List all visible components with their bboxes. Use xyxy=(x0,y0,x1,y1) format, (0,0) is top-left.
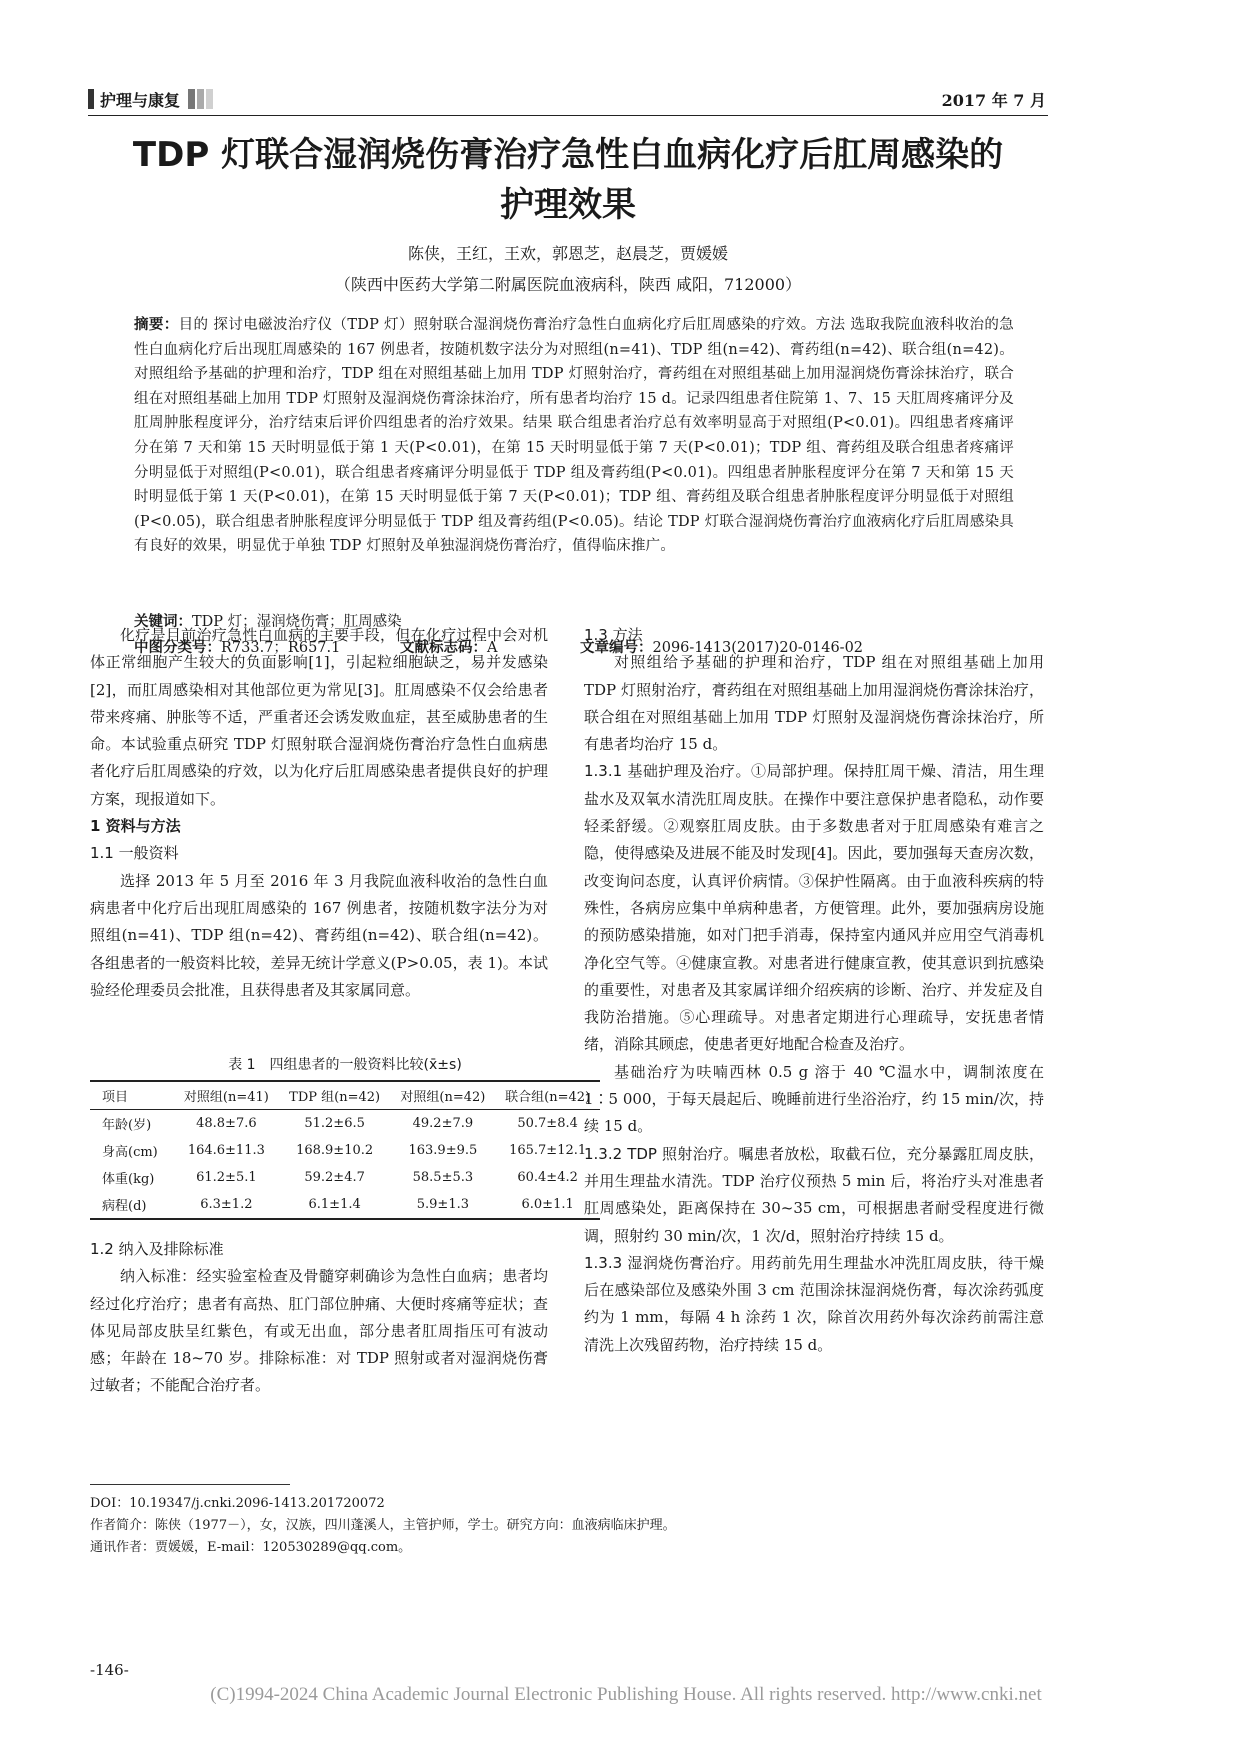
article-title xyxy=(88,130,1048,230)
keywords-text: TDP 灯；湿润烧伤膏；肛周感染 xyxy=(192,614,402,630)
table1-header: 对照组(n=42) xyxy=(400,1090,486,1105)
section-decoration xyxy=(186,89,213,109)
clc-label: 中图分类号： xyxy=(134,640,221,656)
section-name: 护理与康复 xyxy=(100,90,181,110)
table-row xyxy=(90,1164,600,1191)
table-cell: 165.7±12.1 xyxy=(509,1143,587,1158)
paragraph-1-3-2: 嘱患者放松，取截石位，充分暴露肛周皮肤，并用生理盐水清洗。TDP 治疗仪预热 5 min 后，将治疗头对准患者肛周感染处，距离保持在 30~35 cm，可根据患者耐受程度进行微调，照射约 30 min/次，1 次/d，照射治疗持续 15 d。 xyxy=(584,1144,1044,1245)
article-value: 2096-1413(2017)20-0146-02 xyxy=(652,640,864,656)
table-cell: 61.2±5.1 xyxy=(196,1170,257,1185)
table-cell: 6.1±1.4 xyxy=(308,1197,361,1212)
heading-1-2: 1.2 纳入及排除标准 xyxy=(90,1240,224,1258)
header-rule xyxy=(88,115,1048,116)
paragraph-1-3-1: ①局部护理。保持肛周干燥、清洁，用生理盐水及双氧水清洗肛周皮肤。在操作中要注意保护患者隐私，动作要轻柔舒缓。②观察肛周皮肤。由于多数患者对于肛周感染有难言之隐，使得感染及进展不能及时发现[4]。因此，要加强每天查房次数，改变询问态度，认真评价病情。③保护性隔离。由于血液科疾病的特殊性，各病房应集中单病种患者，方便管理。此外，要加强病房设施的预防感染措施，如对门把手消毒，保持室内通风并应用空气消毒机净化空气等。④健康宣教。对患者进行健康宣教，使其意识到抗感染的重要性，对患者及其家属详细介绍疾病的诊断、治疗、并发症及自我防治措施。⑤心理疏导。对患者定期进行心理疏导，安抚患者情绪，消除其顾虑，使患者更好地配合检查及治疗。 xyxy=(584,762,1044,1054)
issue-date: 2017 年 7 月 xyxy=(941,91,1046,110)
table-cell: 164.6±11.3 xyxy=(187,1143,265,1158)
table-cell: 59.2±4.7 xyxy=(304,1170,365,1185)
table-cell: 168.9±10.2 xyxy=(296,1143,374,1158)
authors: 陈侠，王红，王欢，郭恩芝，赵晨芝，贾媛媛 xyxy=(407,244,728,263)
table-cell: 163.9±9.5 xyxy=(408,1143,478,1158)
heading-1-3-2: 1.3.2 TDP 照射治疗。 xyxy=(584,1144,739,1163)
table1-caption: 表 1 四组患者的一般资料比较(x̄±s) xyxy=(228,1057,462,1073)
heading-1-1: 1.1 一般资料 xyxy=(90,844,179,863)
heading-1-3-3: 1.3.3 湿润烧伤膏治疗。 xyxy=(584,1253,751,1272)
author-bio: 作者简介：陈侠（1977－），女，汉族，四川蓬溪人，主管护师，学士。研究方向：血液病临床护理。 xyxy=(90,1518,676,1533)
table-row xyxy=(90,1191,600,1219)
table-cell: 51.2±6.5 xyxy=(304,1116,365,1131)
table-cell: 60.4±4.2 xyxy=(517,1170,578,1185)
table-cell: 49.2±7.9 xyxy=(412,1116,474,1131)
heading-1: 1 资料与方法 xyxy=(90,817,181,836)
heading-1-3-1: 1.3.1 基础护理及治疗。 xyxy=(584,762,751,781)
left-column xyxy=(90,622,548,1004)
doc-label: 文献标志码： xyxy=(400,640,487,656)
copyright-watermark: (C)1994-2024 China Academic Journal Electronic Publishing House. All rights reserved. http://www.cnki.net xyxy=(210,1684,1042,1705)
table-cell: 5.9±1.3 xyxy=(416,1197,469,1212)
table-cell: 年龄(岁) xyxy=(102,1118,152,1133)
heading-1-3: 1.3 方法 xyxy=(584,626,643,644)
table1 xyxy=(90,1080,600,1220)
table1-header: TDP 组(n=42) xyxy=(289,1090,381,1105)
table1-header-row xyxy=(90,1081,600,1110)
table1-header: 项目 xyxy=(102,1090,129,1105)
corresponding-author: 通讯作者：贾媛媛，E-mail：120530289@qq.com。 xyxy=(90,1540,412,1555)
table1-header: 对照组(n=41) xyxy=(183,1090,269,1105)
right-column xyxy=(584,622,1044,1359)
article-title-line2: 护理效果 xyxy=(500,185,636,225)
section-marker xyxy=(88,89,94,109)
table-row xyxy=(90,1137,600,1164)
table1-header: 联合组(n=42) xyxy=(505,1090,591,1105)
paragraph-1-2: 纳入标准：经实验室检查及骨髓穿刺确诊为急性白血病；患者均经过化疗治疗；患者有高热、肛门部位肿痛、大便时疼痛等症状；查体见局部皮肤呈红紫色，有或无出血，部分患者肛周指压可有波动感；年龄在 18~70 岁。排除标准：对 TDP 照射或者对湿润烧伤膏过敏者；不能配合治疗者。 xyxy=(90,1267,548,1395)
doc-value: A xyxy=(487,640,498,656)
paragraph-1-3-1b: 基础治疗为呋喃西林 0.5 g 溶于 40 ℃温水中，调制浓度在 1∶5 000，于每天晨起后、晚睡前进行坐浴治疗，约 15 min/次，持续 15 d。 xyxy=(584,1062,1044,1136)
page-number: -146- xyxy=(90,1661,129,1679)
table-cell: 50.7±8.4 xyxy=(517,1116,578,1131)
table-cell: 6.3±1.2 xyxy=(200,1197,253,1212)
table-cell: 48.8±7.6 xyxy=(196,1116,257,1131)
table-cell: 身高(cm) xyxy=(102,1145,158,1160)
footnote-rule xyxy=(90,1484,290,1485)
left-column-lower xyxy=(90,1236,548,1400)
paragraph-1-3: 对照组给予基础的护理和治疗，TDP 组在对照组基础上加用 TDP 灯照射治疗，膏药组在对照组基础上加用湿润烧伤膏涂抹治疗，联合组在对照组基础上加用 TDP 灯照射及湿润烧伤膏涂抹治疗，所有患者均治疗 15 d。 xyxy=(584,653,1044,754)
abstract-text: 目的 探讨电磁波治疗仪（TDP 灯）照射联合湿润烧伤膏治疗急性白血病化疗后肛周感染的疗效。方法 选取我院血液科收治的急性白血病化疗后出现肛周感染的 167 例患者，按随机数字法分为对照组(n=41)、TDP 组(n=42)、膏药组(n=42)、联合组(n=42)。对照组给予基础的护理和治疗，TDP 组在对照组基础上加用 TDP 灯照射治疗，膏药组在对照组基础上加用湿润烧伤膏涂抹治疗，联合组在对照组基础上加用 TDP 灯照射及湿润烧伤膏涂抹治疗，所有患者均治疗 15 d。记录四组患者住院第 1、7、15 天肛周疼痛评分及肛周肿胀程度评分，治疗结束后评价四组患者的治疗效果。结果 联合组患者治疗总有效率明显高于对照组(P<0.01)。四组患者疼痛评分在第 7 天和第 15 天时明显低于第 1 天(P<0.01)，在第 15 天时明显低于第 7 天(P<0.01)；TDP 组、膏药组及联合组患者疼痛评分明显低于对照组(P<0.01)，联合组患者疼痛评分明显低于 TDP 组及膏药组(P<0.01)。四组患者肿胀程度评分在第 7 天和第 15 天时明显低于第 1 天(P<0.01)，在第 15 天时明显低于第 7 天(P<0.01)；TDP 组、膏药组及联合组患者肿胀程度评分明显低于对照组(P<0.05)，联合组患者肿胀程度评分明显低于 TDP 组及膏药组(P<0.05)。结论 TDP 灯联合湿润烧伤膏治疗血液病化疗后肛周感染具有良好的效果，明显优于单独 TDP 灯照射及单独湿润烧伤膏治疗，值得临床推广。 xyxy=(134,317,1014,555)
clc-value: R733.7；R657.1 xyxy=(221,640,341,656)
abstract-label: 摘要： xyxy=(134,317,179,333)
table-cell: 体重(kg) xyxy=(102,1172,155,1187)
affiliation: （陕西中医药大学第二附属医院血液病科，陕西 咸阳，712000） xyxy=(334,275,802,294)
keywords-label: 关键词： xyxy=(134,614,192,630)
paragraph-1-1: 选择 2013 年 5 月至 2016 年 3 月我院血液科收治的急性白血病患者中化疗后出现肛周感染的 167 例患者，按随机数字法分为对照组(n=41)、TDP 组(n=42)、膏药组(n=42)、联合组(n=42)。各组患者的一般资料比较，差异无统计学意义(P>0.05，表 1)。本试验经伦理委员会批准，且获得患者及其家属同意。 xyxy=(90,871,548,999)
table-cell: 6.0±1.1 xyxy=(521,1197,574,1212)
table-cell: 58.5±5.3 xyxy=(412,1170,474,1185)
table-cell: 病程(d) xyxy=(102,1199,147,1214)
intro-paragraph: 化疗是目前治疗急性白血病的主要手段，但在化疗过程中会对机体正常细胞产生较大的负面影响[1]，引起粒细胞缺乏，易并发感染[2]，而肛周感染相对其他部位更为常见[3]。肛周感染不仅会给患者带来疼痛、肿胀等不适，严重者还会诱发败血症，甚至威胁患者的生命。本试验重点研究 TDP 灯照射联合湿润烧伤膏治疗急性白血病患者化疗后肛周感染的疗效，以为化疗后肛周感染患者提供良好的护理方案，现报道如下。 xyxy=(90,626,548,808)
article-title-line1: TDP 灯联合湿润烧伤膏治疗急性白血病化疗后肛周感染的 xyxy=(132,135,1004,175)
paragraph-1-3-3: 用药前先用生理盐水冲洗肛周皮肤，待干燥后在感染部位及感染外围 3 cm 范围涂抹湿润烧伤膏，每次涂药弧度约为 1 mm，每隔 4 h 涂药 1 次，除首次用药外每次涂药前需注意清洗上次残留药物，治疗持续 15 d。 xyxy=(584,1253,1044,1354)
table-row xyxy=(90,1110,600,1138)
abstract xyxy=(134,313,1014,559)
section-tag xyxy=(88,86,213,112)
article-label: 文章编号： xyxy=(580,640,653,656)
doi: DOI：10.19347/j.cnki.2096-1413.201720072 xyxy=(90,1496,385,1511)
